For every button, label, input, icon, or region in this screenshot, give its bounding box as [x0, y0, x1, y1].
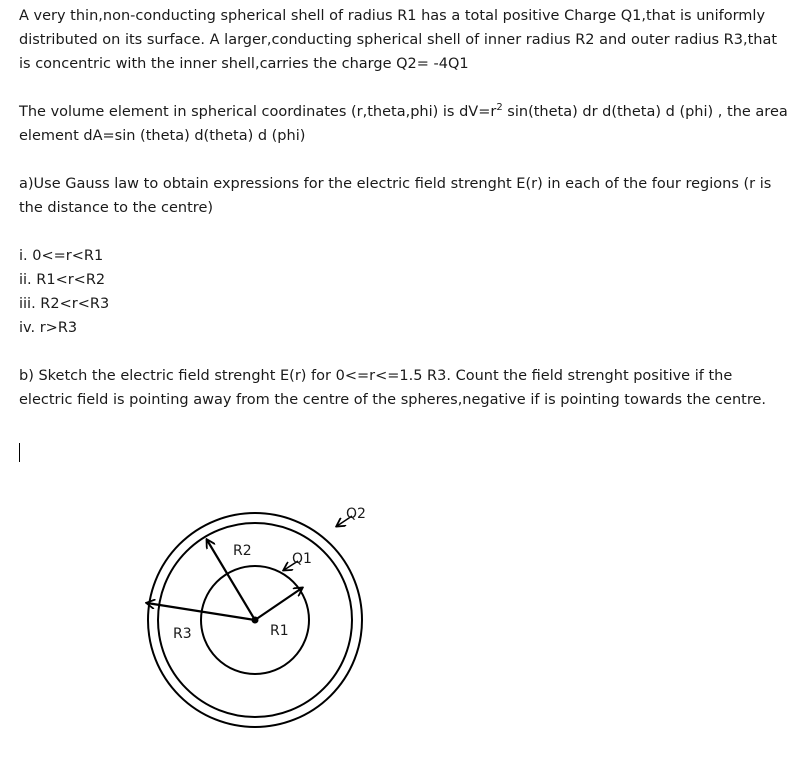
- r1-label: R1: [270, 623, 289, 639]
- region-item: iii. R2<r<R3: [19, 296, 110, 312]
- region-item: iv. r>R3: [19, 320, 78, 336]
- q1-label: Q1: [292, 551, 312, 567]
- r3-label: R3: [173, 626, 192, 642]
- center-point: [252, 617, 259, 624]
- q2-label: Q2: [346, 506, 366, 522]
- r2-label: R2: [233, 543, 252, 559]
- volume-exponent: 2: [496, 102, 503, 114]
- intro-paragraph: A very thin,non-conducting spherical shell of radius R1 has a total positive Charge Q1,that is uniformly distributed on its surface. A larger,conducting spherical shell of inner radius R2 and outer radius R3,that is concentric with the inner shell,carries the charge Q2= -4Q1: [19, 8, 778, 72]
- volume-text-before: The volume element in spherical coordinates (r,theta,phi) is dV=r: [19, 104, 497, 120]
- part-b-paragraph: b) Sketch the electric field strenght E(r) for 0<=r<=1.5 R3. Count the field strenght positive if the electric field is pointing away from the centre of the spheres,negative if is pointing towards the centre.: [19, 368, 766, 408]
- part-a-paragraph: a)Use Gauss law to obtain expressions for the electric field strenght E(r) in each of the four regions (r is the distance to the centre): [19, 176, 772, 216]
- region-item: i. 0<=r<R1: [19, 248, 104, 264]
- volume-text-after: sin(theta) dr d(theta) d (phi) , the area element dA=sin (theta) d(theta) d (phi): [19, 104, 788, 144]
- region-item: ii. R1<r<R2: [19, 272, 106, 288]
- r1-radius-arrow: [255, 588, 302, 620]
